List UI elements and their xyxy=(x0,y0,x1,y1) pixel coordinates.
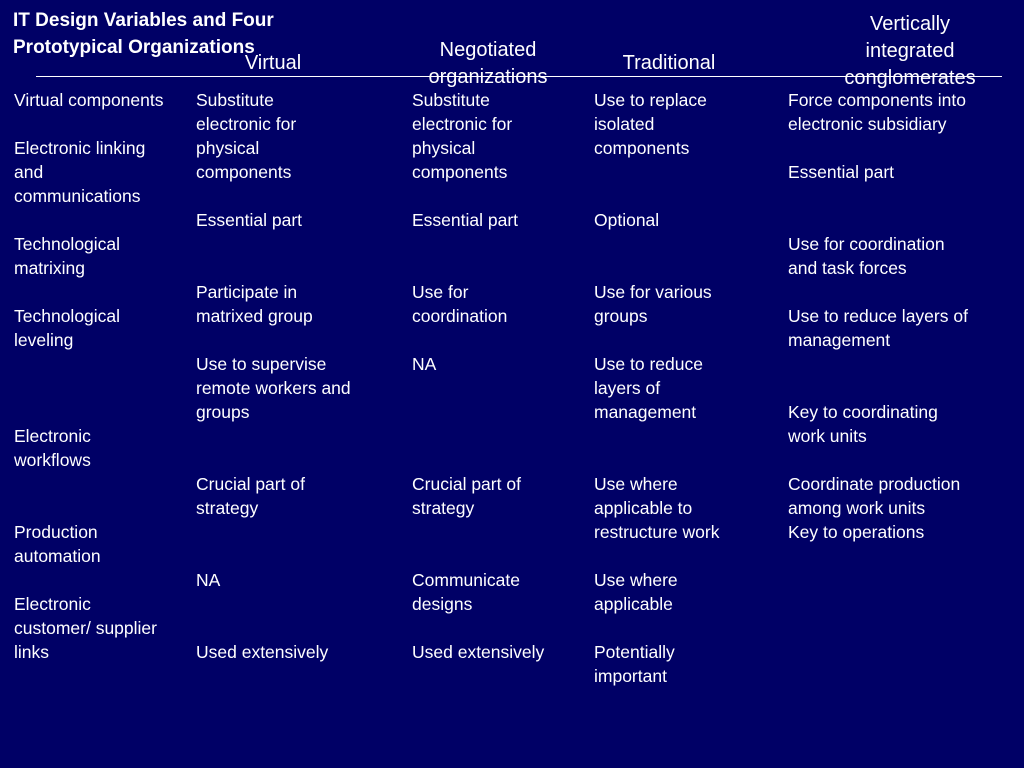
slide-title: IT Design Variables and Four Prototypical Organizations xyxy=(13,10,274,58)
vertical-column: Force components into electronic subsidiary Essential part Use for coordination and task forces Use to reduce layers of management Key to coordinating work units Coordinate production among work units Key to operations xyxy=(788,90,968,542)
column-header-negotiated: Negotiated organizations xyxy=(428,39,548,88)
design-variables-column: Virtual components Electronic linking and communications Technological matrixing Technological leveling Electronic workflows Production automation Electronic customer/ supplier links xyxy=(14,90,164,662)
column-header-vertical: Vertically integrated conglomerates xyxy=(844,13,976,89)
traditional-column: Use to replace isolated components Optional Use for various groups Use to reduce layers of management Use where applicable to restructure work Use where applicable Potentially important xyxy=(594,90,720,686)
virtual-column: Substitute electronic for physical components Essential part Participate in matrixed group Use to supervise remote workers and groups Crucial part of strategy NA Used extensively xyxy=(196,90,351,662)
negotiated-column: Substitute electronic for physical components Essential part Use for coordination NA Crucial part of strategy Communicate designs Used extensively xyxy=(412,90,545,662)
column-header-traditional: Traditional xyxy=(622,52,716,74)
column-header-virtual: Virtual xyxy=(244,52,302,74)
